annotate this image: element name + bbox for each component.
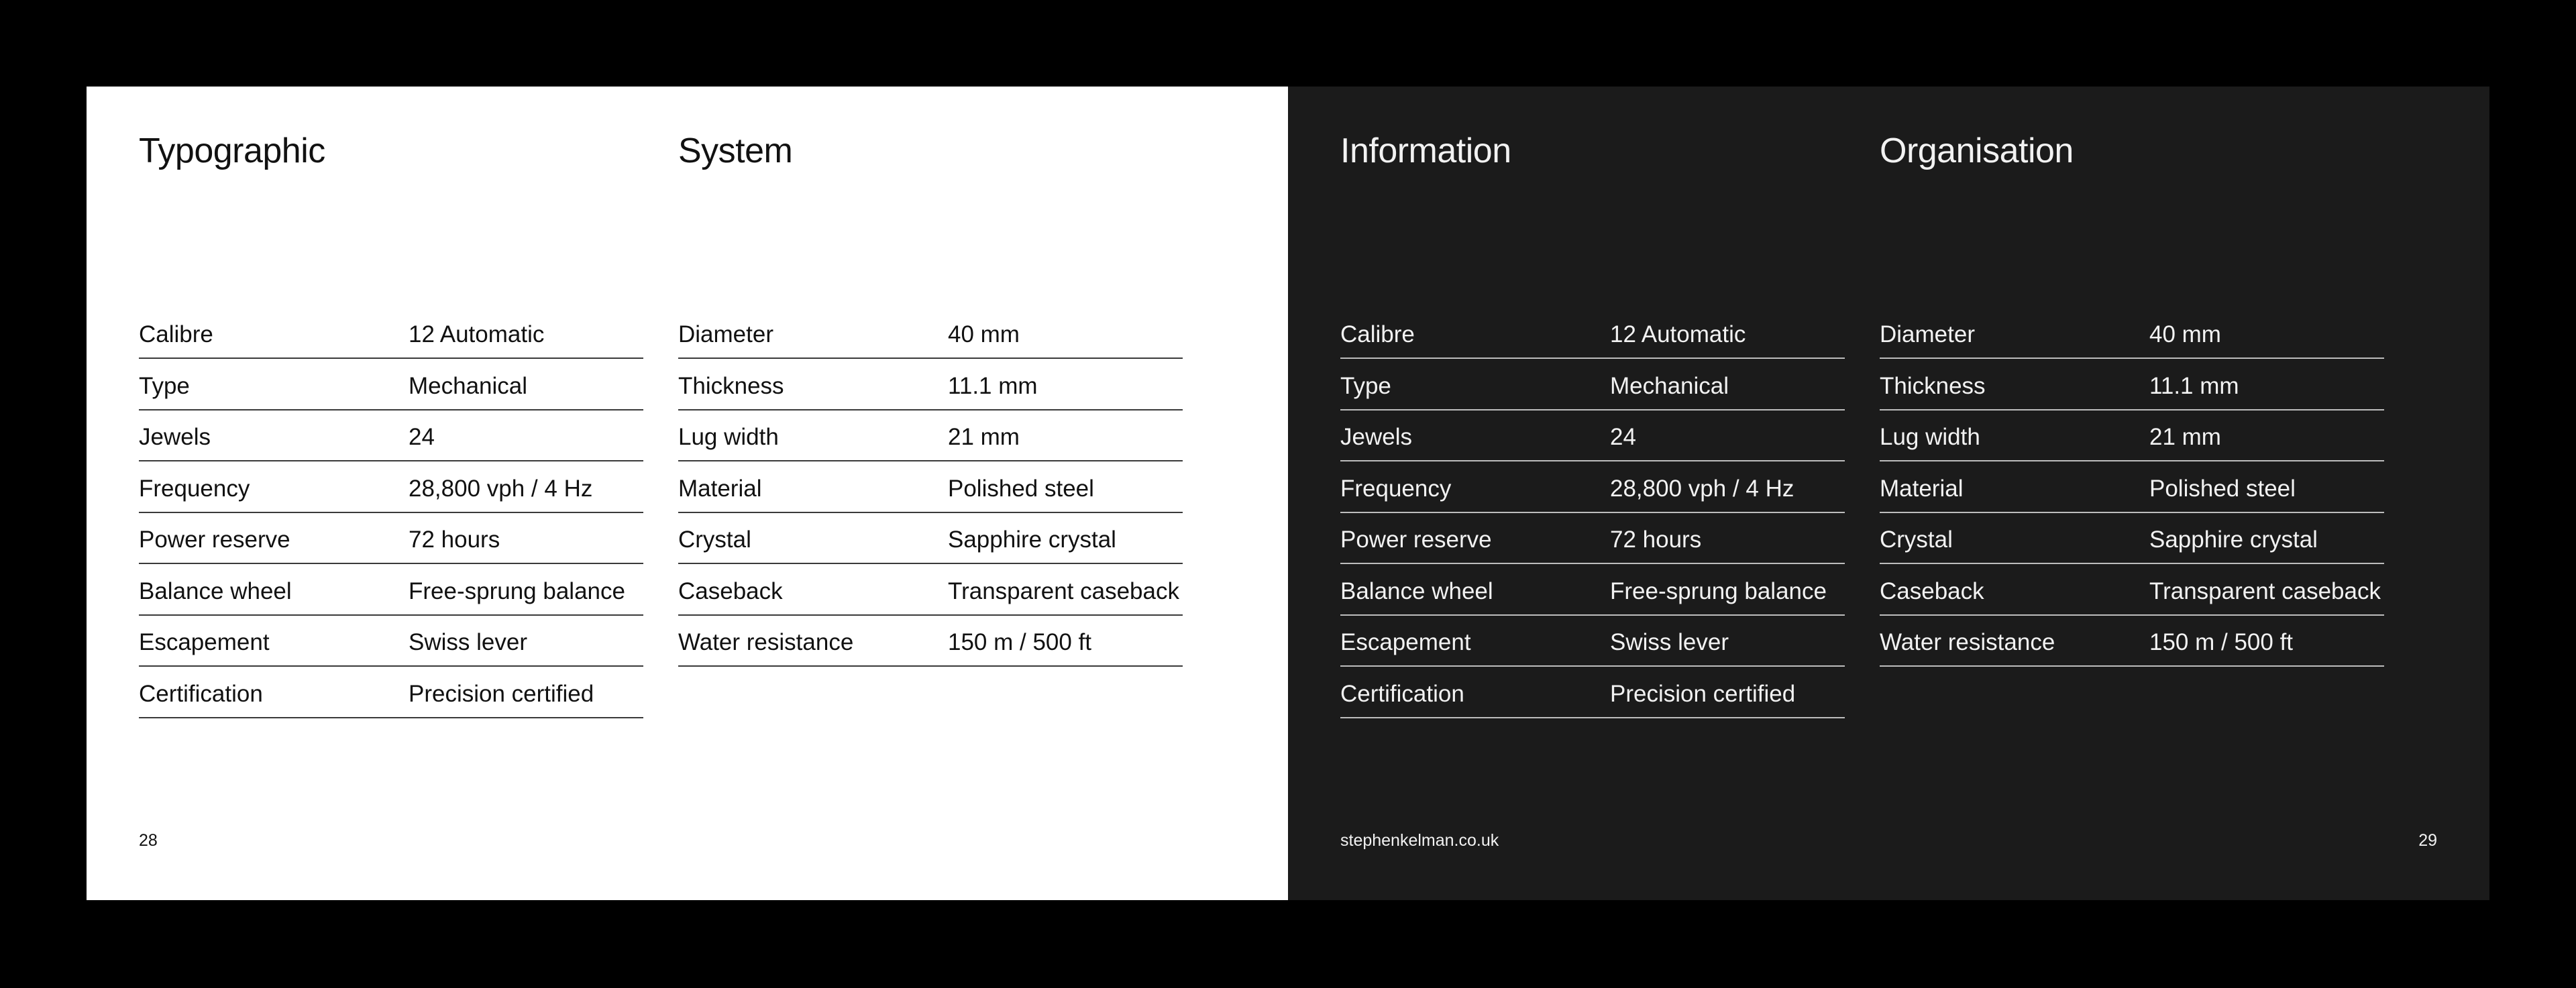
spec-value: 40 mm xyxy=(948,321,1020,347)
spec-row xyxy=(139,616,643,667)
spec-value: 24 xyxy=(409,424,435,450)
spec-value: 150 m / 500 ft xyxy=(2149,629,2294,655)
spec-row xyxy=(1880,359,2384,410)
spec-value: 150 m / 500 ft xyxy=(948,629,1092,655)
spec-label: Power reserve xyxy=(139,527,290,553)
spec-row xyxy=(1880,410,2384,462)
spec-row xyxy=(678,410,1183,462)
spec-label: Type xyxy=(139,372,190,399)
spec-row xyxy=(678,513,1183,565)
book-spread xyxy=(87,87,2489,900)
spec-label: Certification xyxy=(1340,680,1464,707)
spec-label: Material xyxy=(1880,475,1964,502)
spec-row xyxy=(1340,359,1845,410)
spec-value: 11.1 mm xyxy=(948,372,1038,399)
spec-label: Lug width xyxy=(1880,424,1980,450)
spec-value: Polished steel xyxy=(948,475,1094,502)
spec-label: Balance wheel xyxy=(1340,578,1493,604)
spec-label: Calibre xyxy=(139,321,213,347)
spec-label: Balance wheel xyxy=(139,578,292,604)
spec-row xyxy=(1340,410,1845,462)
spec-label: Diameter xyxy=(678,321,773,347)
spec-value: Precision certified xyxy=(409,680,594,707)
right-page xyxy=(1288,87,2489,900)
spec-table-case xyxy=(1880,310,2384,667)
spec-row xyxy=(1340,310,1845,359)
spec-row xyxy=(139,564,643,616)
spec-value: 40 mm xyxy=(2149,321,2221,347)
spec-value: 72 hours xyxy=(1610,527,1702,553)
spec-label: Material xyxy=(678,475,762,502)
spec-value: 11.1 mm xyxy=(2149,372,2239,399)
spec-value: 12 Automatic xyxy=(1610,321,1746,347)
spec-row xyxy=(678,616,1183,667)
website-url: stephenkelman.co.uk xyxy=(1340,831,1499,850)
spec-row xyxy=(139,310,643,359)
spec-row xyxy=(1340,564,1845,616)
spec-value: Transparent caseback xyxy=(2149,578,2381,604)
spec-label: Water resistance xyxy=(678,629,854,655)
spec-table-case xyxy=(678,310,1183,667)
page-heading-system: System xyxy=(678,131,793,170)
spec-value: 28,800 vph / 4 Hz xyxy=(1610,475,1794,502)
spec-row xyxy=(678,564,1183,616)
spec-value: 21 mm xyxy=(948,424,1020,450)
spec-row xyxy=(139,513,643,565)
spec-label: Jewels xyxy=(139,424,211,450)
spec-row xyxy=(1340,461,1845,513)
spec-value: Swiss lever xyxy=(1610,629,1729,655)
spec-label: Calibre xyxy=(1340,321,1415,347)
spec-row xyxy=(1880,616,2384,667)
spec-label: Type xyxy=(1340,372,1391,399)
page-number-left: 28 xyxy=(139,831,158,850)
spec-value: Sapphire crystal xyxy=(2149,527,2318,553)
spec-label: Crystal xyxy=(1880,527,1953,553)
spec-row xyxy=(1880,564,2384,616)
spec-value: Transparent caseback xyxy=(948,578,1179,604)
spec-value: Free-sprung balance xyxy=(409,578,625,604)
spec-row xyxy=(1880,310,2384,359)
spec-row xyxy=(678,359,1183,410)
spec-label: Water resistance xyxy=(1880,629,2055,655)
left-page xyxy=(87,87,1288,900)
spec-label: Power reserve xyxy=(1340,527,1492,553)
spec-label: Thickness xyxy=(678,372,784,399)
spec-row xyxy=(139,461,643,513)
page-heading-organisation: Organisation xyxy=(1880,131,2074,170)
spec-value: 28,800 vph / 4 Hz xyxy=(409,475,593,502)
spec-row xyxy=(678,310,1183,359)
spec-label: Thickness xyxy=(1880,372,1986,399)
spec-label: Diameter xyxy=(1880,321,1975,347)
page-heading-typographic: Typographic xyxy=(139,131,325,170)
spec-table-movement xyxy=(1340,310,1845,718)
spec-value: Sapphire crystal xyxy=(948,527,1116,553)
spec-value: Mechanical xyxy=(409,372,528,399)
spec-row xyxy=(678,461,1183,513)
spec-value: 72 hours xyxy=(409,527,500,553)
spec-label: Certification xyxy=(139,680,263,707)
spec-label: Crystal xyxy=(678,527,751,553)
spec-label: Frequency xyxy=(1340,475,1452,502)
spec-table-movement xyxy=(139,310,643,718)
spec-row xyxy=(1340,513,1845,565)
spec-row xyxy=(1340,667,1845,718)
spec-value: 21 mm xyxy=(2149,424,2221,450)
spec-row xyxy=(1340,616,1845,667)
spec-value: Free-sprung balance xyxy=(1610,578,1827,604)
spec-label: Frequency xyxy=(139,475,250,502)
spec-row xyxy=(139,410,643,462)
spec-row xyxy=(139,359,643,410)
page-heading-information: Information xyxy=(1340,131,1511,170)
spec-label: Escapement xyxy=(1340,629,1471,655)
spec-label: Jewels xyxy=(1340,424,1412,450)
spec-label: Lug width xyxy=(678,424,779,450)
spec-value: 24 xyxy=(1610,424,1636,450)
spec-row xyxy=(139,667,643,718)
spec-value: Swiss lever xyxy=(409,629,527,655)
spec-row xyxy=(1880,513,2384,565)
spec-value: Mechanical xyxy=(1610,372,1729,399)
spec-label: Escapement xyxy=(139,629,270,655)
page-number-right: 29 xyxy=(2418,831,2437,850)
spec-row xyxy=(1880,461,2384,513)
spec-value: Precision certified xyxy=(1610,680,1796,707)
spec-label: Caseback xyxy=(678,578,783,604)
spec-label: Caseback xyxy=(1880,578,1984,604)
spec-value: 12 Automatic xyxy=(409,321,545,347)
spec-value: Polished steel xyxy=(2149,475,2296,502)
